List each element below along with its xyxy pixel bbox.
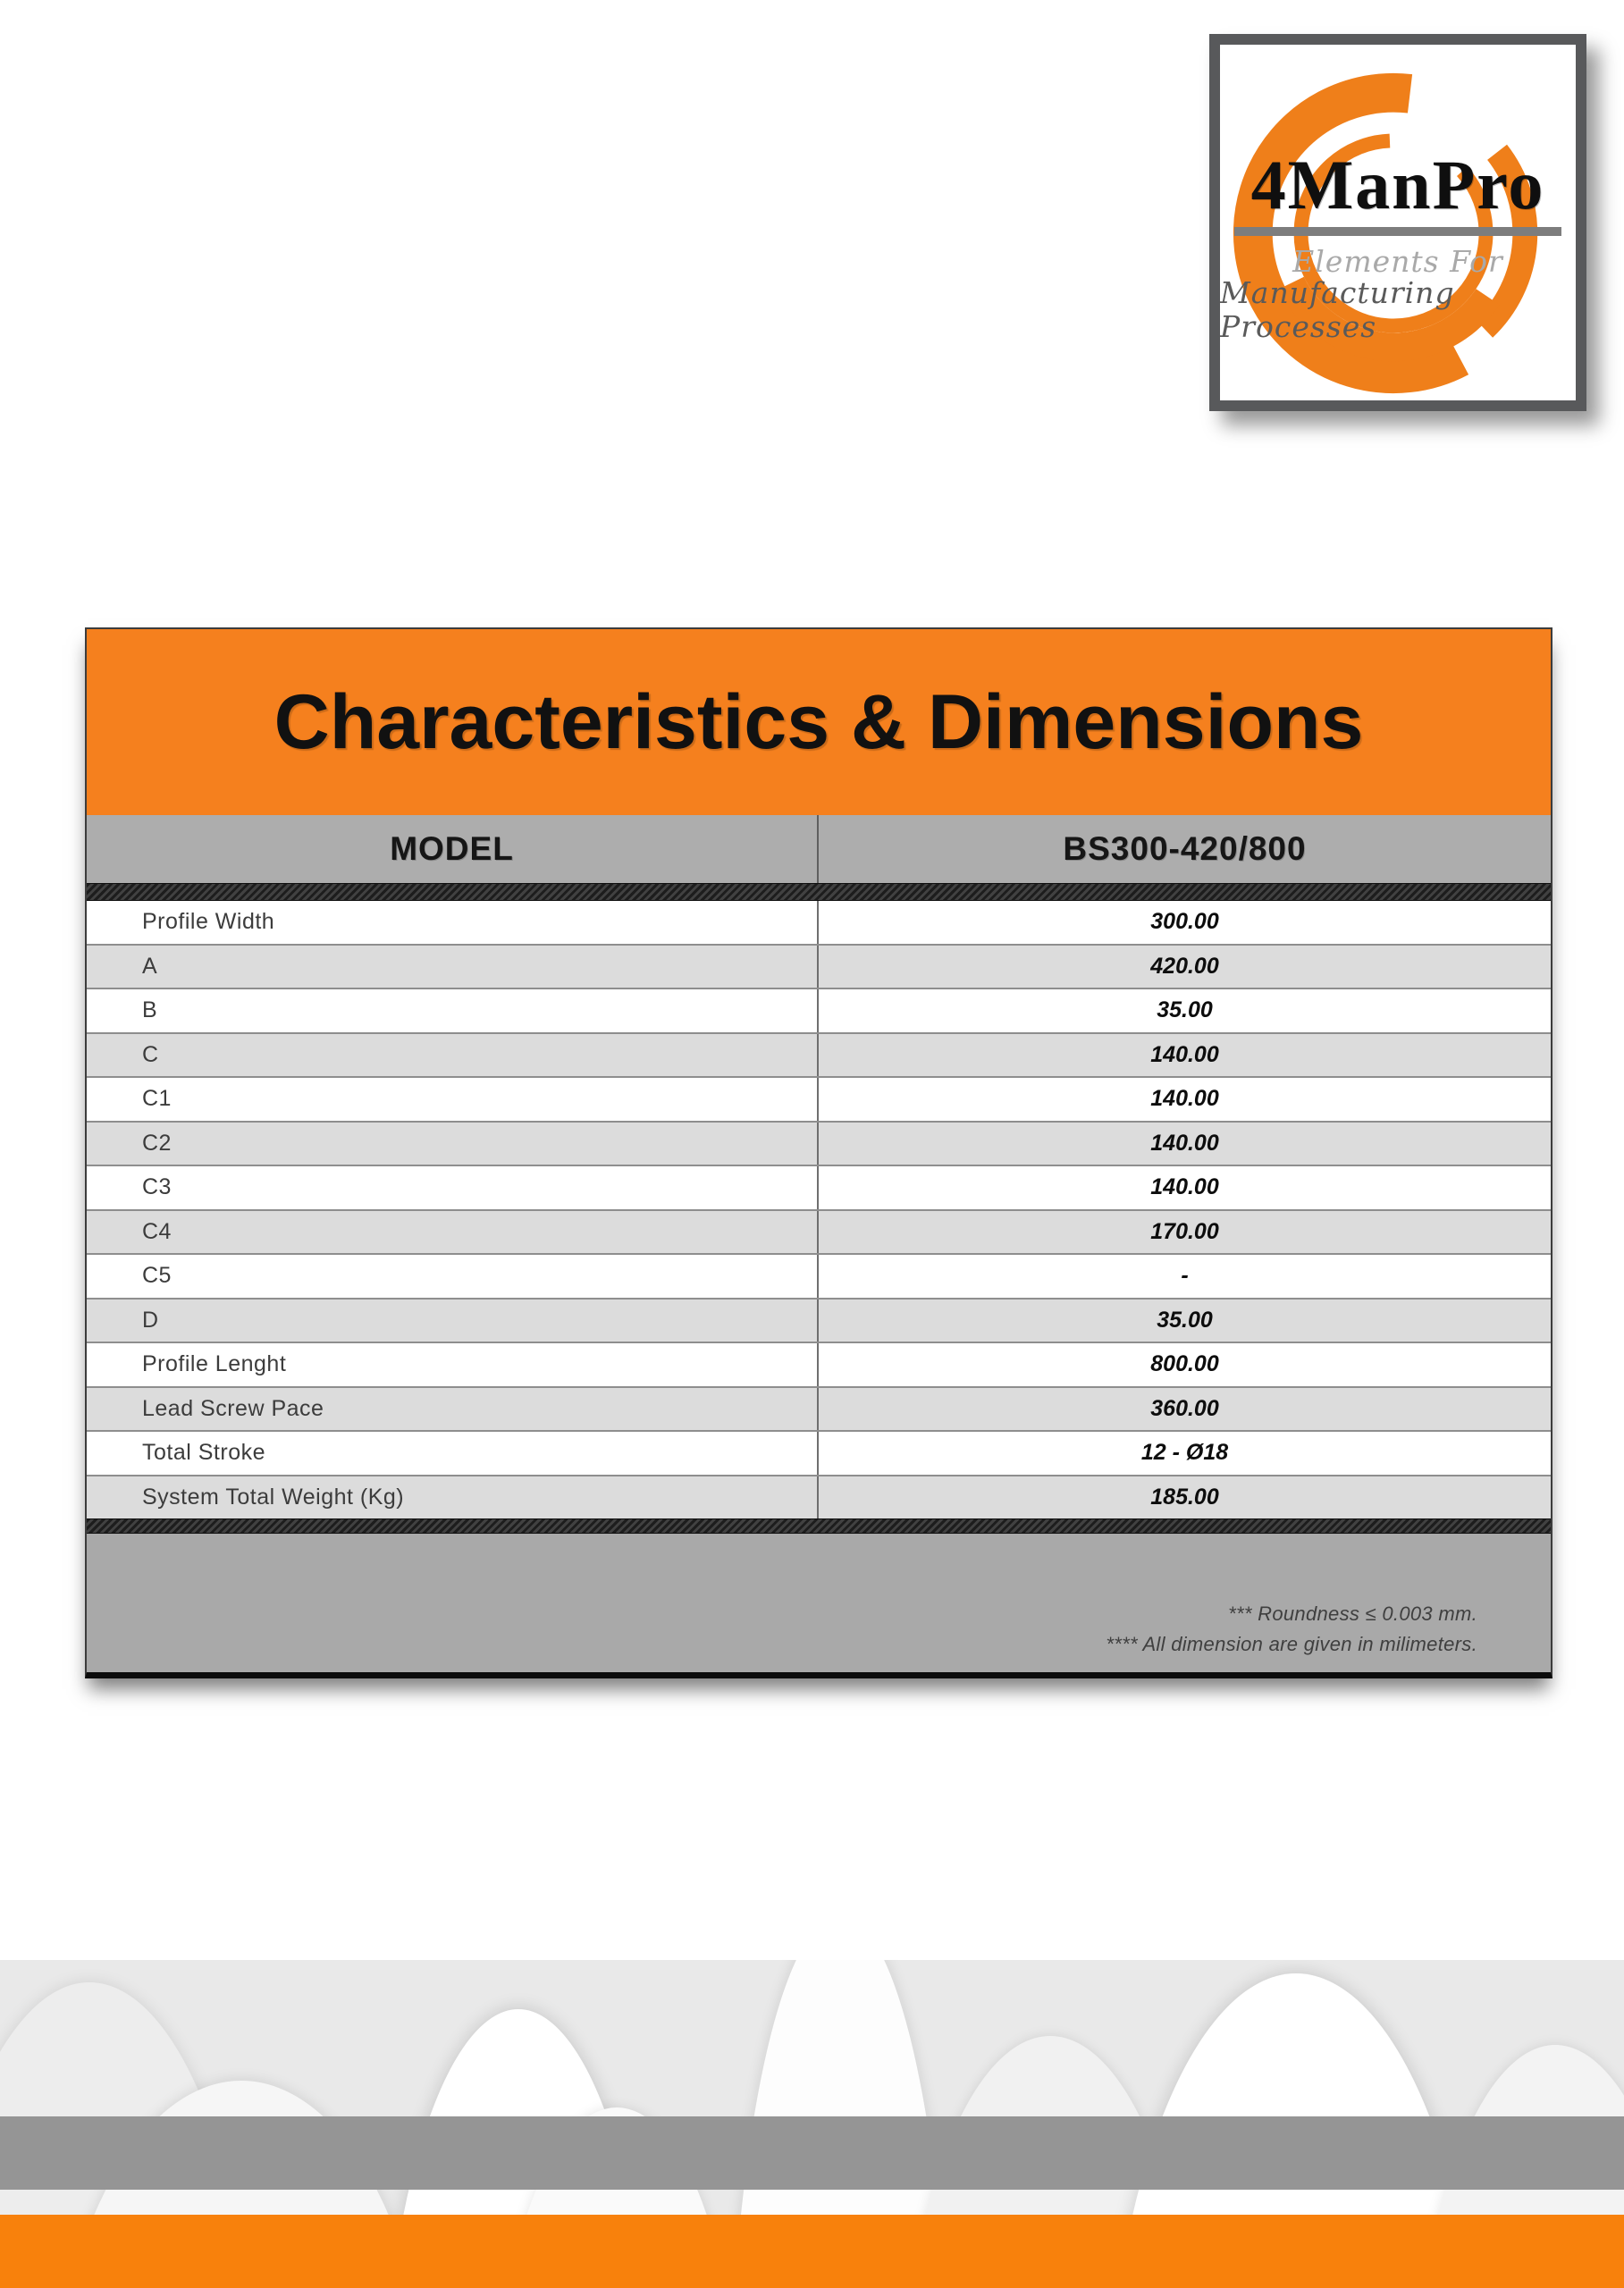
row-value: 140.00 <box>1150 1086 1219 1112</box>
table-row <box>87 1255 1551 1300</box>
table-row <box>87 1432 1551 1476</box>
row-label: Profile Width <box>87 901 819 944</box>
table-row <box>87 946 1551 990</box>
table-row <box>87 1211 1551 1256</box>
table-row <box>87 1300 1551 1344</box>
row-value: 800.00 <box>1150 1351 1219 1377</box>
footnote-dimensions: **** All dimension are given in milimeters. <box>1106 1632 1477 1655</box>
row-value: 12 - Ø18 <box>1140 1440 1229 1466</box>
table-row <box>87 1343 1551 1388</box>
row-label: B <box>87 989 819 1032</box>
row-label: C <box>87 1034 819 1077</box>
row-value: 140.00 <box>1150 1174 1219 1200</box>
row-label: System Total Weight (Kg) <box>87 1476 819 1519</box>
row-value: 185.00 <box>1150 1484 1219 1510</box>
table-rows <box>87 901 1551 1518</box>
row-value: - <box>1181 1263 1189 1289</box>
row-label: C4 <box>87 1211 819 1254</box>
table-title: Characteristics & Dimensions <box>273 678 1364 765</box>
row-label: C3 <box>87 1166 819 1209</box>
row-value: 360.00 <box>1150 1395 1219 1421</box>
logo-tagline-2: Manufacturing Processes <box>1220 275 1455 344</box>
row-label: C1 <box>87 1078 819 1121</box>
table-row <box>87 1166 1551 1211</box>
divider-band-top <box>87 883 1551 901</box>
table-row <box>87 901 1551 946</box>
row-label: C2 <box>87 1123 819 1165</box>
row-value: 300.00 <box>1150 909 1219 935</box>
table-row <box>87 989 1551 1034</box>
gray-band <box>0 2116 1624 2190</box>
row-value: 170.00 <box>1150 1218 1219 1244</box>
model-header-label: MODEL <box>87 815 819 883</box>
logo-divider <box>1234 227 1561 236</box>
spec-table <box>85 627 1552 1678</box>
logo-card <box>1209 34 1586 411</box>
logo-tagline-1: Elements For <box>1292 244 1503 279</box>
bottom-decoration <box>0 1960 1624 2288</box>
table-row <box>87 1476 1551 1519</box>
row-value: 35.00 <box>1157 997 1213 1023</box>
table-row <box>87 1123 1551 1167</box>
row-label: D <box>87 1300 819 1342</box>
logo-title: 4ManPro <box>1250 146 1545 223</box>
divider-band-bottom <box>87 1518 1551 1534</box>
model-header-row <box>87 815 1551 883</box>
logo-text <box>1220 45 1576 400</box>
row-label: C5 <box>87 1255 819 1298</box>
table-footer <box>87 1534 1551 1672</box>
row-label: Profile Lenght <box>87 1343 819 1386</box>
table-row <box>87 1034 1551 1079</box>
row-label: Total Stroke <box>87 1432 819 1475</box>
footnote-roundness: *** Roundness ≤ 0.003 mm. <box>1228 1602 1477 1625</box>
row-label: Lead Screw Pace <box>87 1388 819 1431</box>
table-row <box>87 1388 1551 1433</box>
orange-band <box>0 2215 1624 2288</box>
table-title-banner <box>87 629 1551 815</box>
row-label: A <box>87 946 819 988</box>
row-value: 420.00 <box>1150 953 1219 979</box>
table-row <box>87 1078 1551 1123</box>
row-value: 140.00 <box>1150 1130 1219 1156</box>
row-value: 35.00 <box>1157 1307 1213 1333</box>
model-header-value: BS300-420/800 <box>1063 830 1307 867</box>
row-value: 140.00 <box>1150 1041 1219 1067</box>
